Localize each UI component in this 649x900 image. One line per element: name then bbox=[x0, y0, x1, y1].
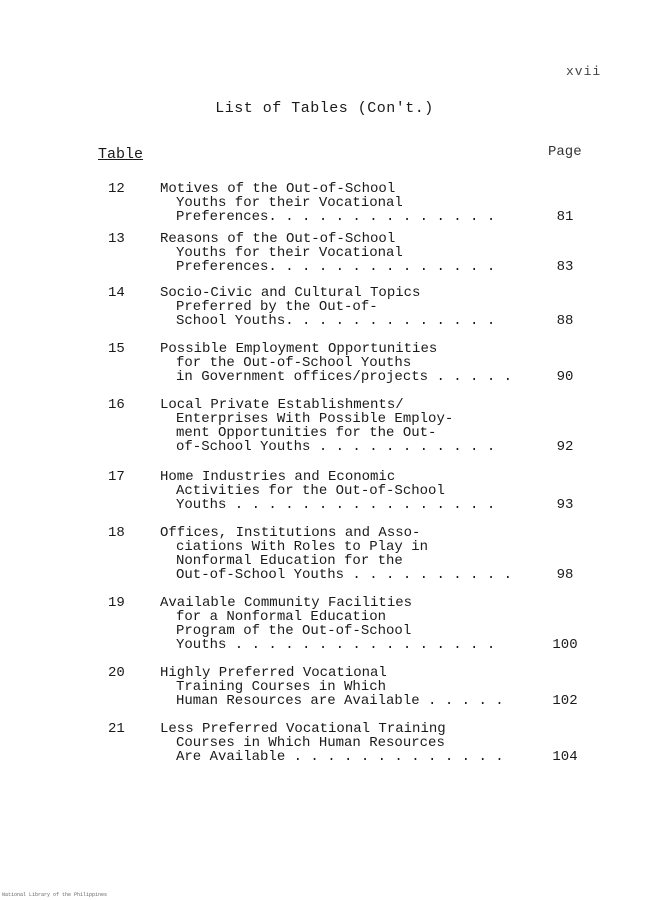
table-page-number: 88 bbox=[556, 313, 574, 329]
table-caption bbox=[160, 666, 540, 708]
table-caption bbox=[160, 342, 540, 384]
caption-line: Nonformal Education for the bbox=[176, 553, 403, 569]
footer-stamp: National Library of the Philippines bbox=[2, 892, 108, 898]
table-number: 21 bbox=[108, 721, 125, 737]
table-page-number: 98 bbox=[556, 567, 574, 583]
table-caption bbox=[160, 470, 540, 512]
caption-line: ment Opportunities for the Out- bbox=[176, 425, 437, 441]
caption-line: Youths . . . . . . . . . . . . . . . . bbox=[176, 497, 496, 513]
table-number: 15 bbox=[108, 341, 125, 357]
table-page-number: 83 bbox=[556, 259, 574, 275]
table-number: 17 bbox=[108, 469, 125, 485]
caption-line: for a Nonformal Education bbox=[176, 609, 387, 625]
table-page-number: 81 bbox=[556, 209, 574, 225]
caption-line: Reasons of the Out-of-School bbox=[160, 231, 396, 247]
table-page-number: 93 bbox=[556, 497, 574, 513]
caption-line: Possible Employment Opportunities bbox=[160, 341, 438, 357]
page-title: List of Tables (Con't.) bbox=[215, 100, 434, 117]
table-caption bbox=[160, 232, 540, 274]
table-number: 12 bbox=[108, 181, 125, 197]
caption-line: Offices, Institutions and Asso- bbox=[160, 525, 421, 541]
caption-line: Preferences. . . . . . . . . . . . . . bbox=[176, 259, 496, 275]
table-number: 20 bbox=[108, 665, 125, 681]
caption-line: Youths . . . . . . . . . . . . . . . . bbox=[176, 637, 496, 653]
caption-line: Home Industries and Economic bbox=[160, 469, 396, 485]
caption-line: for the Out-of-School Youths bbox=[176, 355, 412, 371]
caption-line: Enterprises With Possible Employ- bbox=[176, 411, 454, 427]
table-number: 19 bbox=[108, 595, 125, 611]
caption-line: Preferred by the Out-of- bbox=[176, 299, 378, 315]
table-number: 14 bbox=[108, 285, 125, 301]
caption-line: Activities for the Out-of-School bbox=[176, 483, 445, 499]
table-page-number: 104 bbox=[552, 749, 578, 765]
table-number: 13 bbox=[108, 231, 125, 247]
table-page-number: 92 bbox=[556, 439, 574, 455]
table-number: 16 bbox=[108, 397, 125, 413]
table-page-number: 90 bbox=[556, 369, 574, 385]
caption-line: Motives of the Out-of-School bbox=[160, 181, 396, 197]
caption-line: Training Courses in Which bbox=[176, 679, 387, 695]
caption-line: Available Community Facilities bbox=[160, 595, 413, 611]
table-caption bbox=[160, 182, 540, 224]
caption-line: Youths for their Vocational bbox=[176, 245, 403, 261]
caption-line: Highly Preferred Vocational bbox=[160, 665, 387, 681]
caption-line: Local Private Establishments/ bbox=[160, 397, 404, 413]
caption-line: School Youths. . . . . . . . . . . . . bbox=[176, 313, 496, 329]
table-number: 18 bbox=[108, 525, 125, 541]
table-column-header: Table bbox=[98, 146, 144, 163]
caption-line: ciations With Roles to Play in bbox=[176, 539, 429, 555]
table-caption bbox=[160, 526, 540, 582]
table-page-number: 100 bbox=[552, 637, 578, 653]
caption-line: Courses in Which Human Resources bbox=[176, 735, 445, 751]
caption-line: Program of the Out-of-School bbox=[176, 623, 412, 639]
caption-line: in Government offices/projects . . . . . bbox=[176, 369, 513, 385]
caption-line: Are Available . . . . . . . . . . . . . bbox=[176, 749, 504, 765]
caption-line: Less Preferred Vocational Training bbox=[160, 721, 446, 737]
caption-line: of-School Youths . . . . . . . . . . . bbox=[176, 439, 496, 455]
caption-line: Socio-Civic and Cultural Topics bbox=[160, 285, 421, 301]
table-caption bbox=[160, 398, 540, 454]
caption-line: Out-of-School Youths . . . . . . . . . . bbox=[176, 567, 513, 583]
caption-line: Preferences. . . . . . . . . . . . . . bbox=[176, 209, 496, 225]
page-number: xvii bbox=[566, 64, 602, 79]
table-page-number: 102 bbox=[552, 693, 578, 709]
table-caption bbox=[160, 596, 540, 652]
table-caption bbox=[160, 722, 540, 764]
page-column-header: Page bbox=[548, 144, 582, 160]
caption-line: Human Resources are Available . . . . . bbox=[176, 693, 504, 709]
table-caption bbox=[160, 286, 540, 328]
caption-line: Youths for their Vocational bbox=[176, 195, 403, 211]
